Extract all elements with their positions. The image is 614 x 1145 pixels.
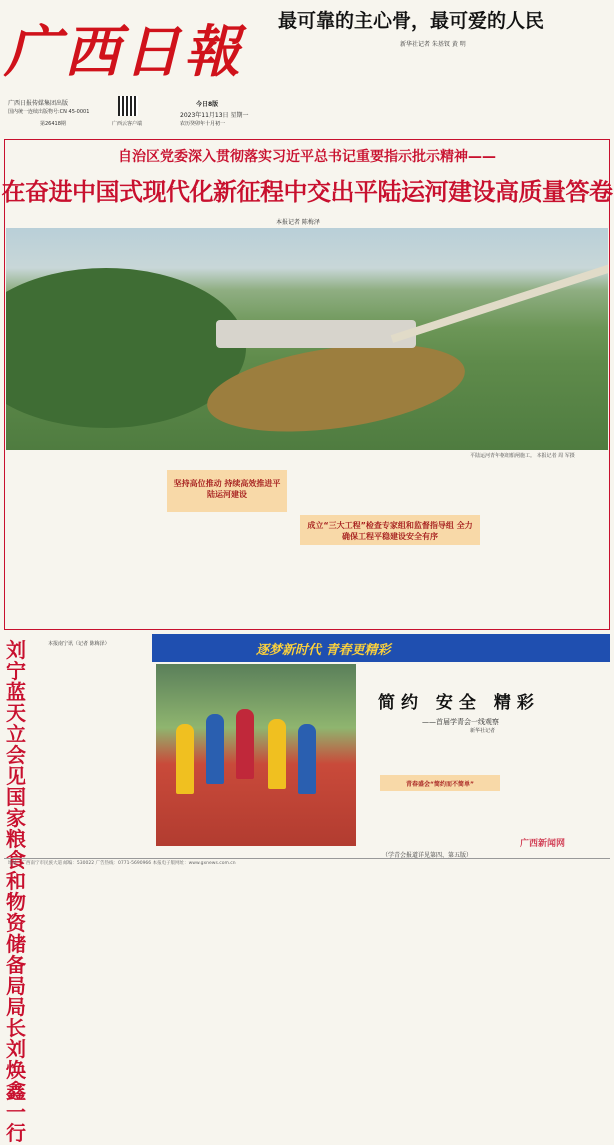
vertical-byline: 本报南宁讯（记者 陈梅泽） (48, 641, 110, 647)
qr-code-icon (118, 96, 138, 116)
youth-pull-quote (380, 775, 500, 791)
feature-byline: 本报记者 陈梅泽 (276, 219, 320, 226)
footer-text: 地址：广西南宁市民族大道 邮编：530022 广告热线：0771-5690966 本报电子版网址：www.gxnews.com.cn (8, 861, 236, 866)
lunar-date: 农历癸卯年十月初一 (180, 121, 226, 127)
page-count: 今日8版 (196, 101, 219, 108)
runners-photo (156, 664, 356, 846)
pull-quote-box (167, 470, 287, 512)
issue-number: 第26418期 (40, 121, 66, 127)
publisher-line: 广西日报传媒集团出版 (8, 100, 69, 107)
canal-aerial-photo (6, 228, 608, 450)
youth-banner-title: 逐梦新时代 青春更精彩 (256, 643, 391, 658)
watermark-logo: 广西新闻网 (520, 839, 566, 849)
youth-headline[interactable]: 简约 安全 精彩 (378, 693, 540, 713)
feature-kicker: 自治区党委深入贯彻落实习近平总书记重要指示批示精神—— (118, 149, 496, 165)
qr-label: 广西云客户端 (112, 121, 143, 127)
photo-caption: 平陆运河青年枢纽船闸施工。 本报记者 周 军摄 (470, 453, 575, 459)
pull-quote-text: 坚持高位推动 持续高效推进平陆运河建设 (173, 479, 281, 499)
newspaper-logo: 广西日報 (4, 19, 244, 85)
pull-quote-box-2 (300, 515, 480, 545)
pull-quote-text-2: 成立“三大工程”检查专家组和监督指导组 全力确保工程平稳建设安全有序 (307, 521, 473, 541)
youth-continued[interactable]: （学青会报道详见第四、第五版） (382, 852, 473, 859)
feature-headline[interactable]: 在奋进中国式现代化新征程中交出平陆运河建设高质量答卷 (1, 178, 613, 206)
youth-byline: 新华社记者 (470, 728, 496, 734)
top-story-byline: 新华社记者 朱基钗 黄 明 (400, 41, 466, 48)
top-story-headline[interactable]: 最可靠的主心骨，最可爱的人民 (278, 10, 545, 32)
youth-subhead: ——首届学青会一线观察 (422, 718, 499, 726)
youth-pull-quote-text: 青春盛会“简约而不简单” (406, 781, 474, 788)
dateline: 2023年11月13日 星期一 (180, 112, 249, 119)
vertical-headline[interactable]: 刘宁蓝天立会见国家粮食和物资储备局局长刘焕鑫一行 (6, 638, 26, 1145)
issn-line: 国内统一连续出版物号:CN 45-0001 (8, 109, 90, 115)
